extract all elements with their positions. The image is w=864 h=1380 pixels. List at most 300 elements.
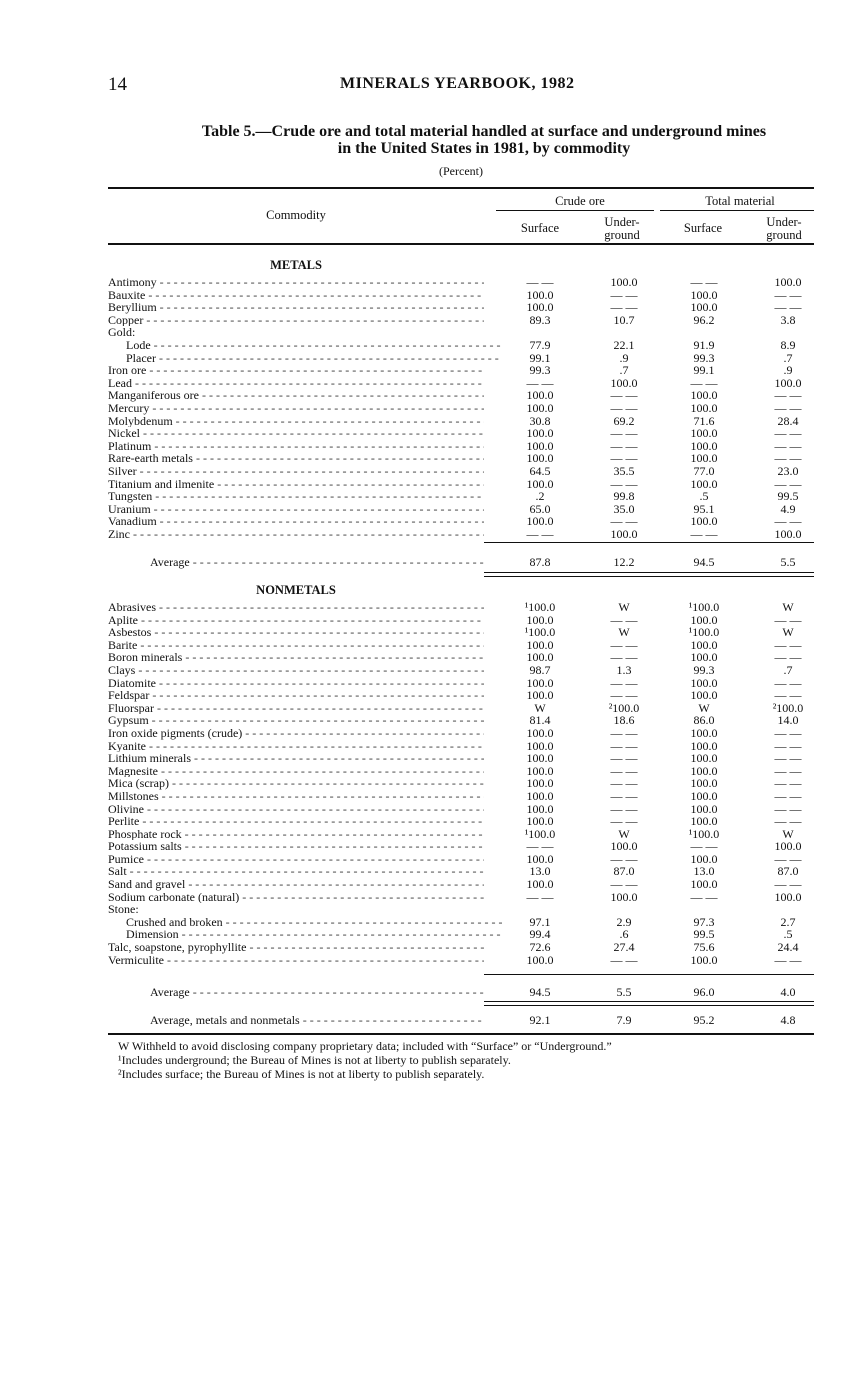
value-cell: 100.0	[690, 287, 718, 302]
row-label: Potassium salts - - -	[108, 840, 484, 853]
value-cell: 100.0	[526, 725, 554, 740]
value-cell: 100.0	[526, 287, 554, 302]
value-cell: — —	[610, 675, 638, 690]
table-row	[108, 727, 814, 740]
value-cell: — —	[610, 612, 638, 627]
value-cell: 100.0	[690, 476, 718, 491]
value-cell: 95.2	[693, 1013, 715, 1027]
value-cell: — —	[774, 514, 802, 529]
row-label: Titanium and ilmenite - - -	[108, 478, 484, 491]
value-cell: 99.8	[613, 489, 635, 504]
value-cell: 100.0	[610, 275, 638, 289]
row-label: Placer - - -	[108, 352, 502, 365]
row-label: Abrasives - - -	[108, 601, 484, 614]
table-subtitle: (Percent)	[439, 164, 483, 178]
value-cell: 100.0	[690, 801, 718, 816]
row-label: Average - - -	[150, 555, 484, 569]
value-cell: — —	[610, 952, 638, 967]
value-cell: ¹100.0	[524, 625, 556, 640]
value-cell: 64.5	[529, 463, 551, 478]
table-row	[108, 364, 814, 377]
value-cell: .7	[783, 662, 793, 677]
value-cell: 4.9	[780, 501, 796, 516]
header-total-material: Total material	[705, 194, 775, 208]
row-label: Aplite - - -	[108, 614, 484, 627]
value-cell: 81.4	[529, 713, 551, 728]
value-cell: — —	[774, 738, 802, 753]
row-label: Magnesite - - -	[108, 765, 484, 778]
value-cell: 13.0	[529, 864, 551, 879]
value-cell: — —	[610, 814, 638, 829]
row-label: Crushed and broken - - -	[108, 916, 502, 929]
value-cell: ¹100.0	[688, 826, 720, 841]
top-rule	[108, 187, 814, 189]
value-cell: 8.9	[780, 337, 796, 352]
table-row	[108, 878, 814, 891]
value-cell: 75.6	[693, 940, 715, 955]
row-label: Zinc - - -	[108, 528, 484, 541]
value-cell: 100.0	[690, 725, 718, 740]
value-cell: 1.3	[616, 662, 632, 677]
value-cell: 99.3	[693, 662, 715, 677]
header-commodity: Commodity	[266, 208, 326, 222]
value-cell: 99.1	[693, 363, 715, 378]
value-cell: — —	[774, 637, 802, 652]
value-cell: 99.4	[529, 927, 551, 942]
table-row	[108, 490, 814, 503]
value-cell: .7	[783, 350, 793, 365]
value-cell: 96.0	[693, 985, 715, 999]
table-row	[108, 601, 814, 614]
value-cell: 87.8	[529, 555, 551, 569]
table-title	[108, 123, 860, 157]
value-cell: 100.0	[526, 451, 554, 466]
metals-average-row	[108, 555, 814, 569]
row-label: Manganiferous ore - - -	[108, 389, 484, 402]
value-cell: 100.0	[690, 688, 718, 703]
row-label: Clays - - -	[108, 664, 484, 677]
row-label: Tungsten - - -	[108, 490, 484, 503]
value-cell: 14.0	[777, 713, 799, 728]
value-cell: — —	[774, 400, 802, 415]
value-cell: 100.0	[690, 788, 718, 803]
row-label: Asbestos - - -	[108, 626, 484, 639]
value-cell: .6	[619, 927, 629, 942]
row-label: Silver - - -	[108, 465, 484, 478]
header-underground-total: Under- ground	[766, 215, 802, 242]
row-label: Copper - - -	[108, 314, 484, 327]
value-cell: 35.0	[613, 501, 635, 516]
row-label: Gypsum - - -	[108, 714, 484, 727]
row-label: Dimension - - -	[108, 928, 502, 941]
row-label: Millstones - - -	[108, 790, 484, 803]
value-cell: — —	[774, 300, 802, 315]
table-row	[108, 465, 814, 478]
value-cell: — —	[774, 877, 802, 892]
value-cell: 2.9	[616, 914, 632, 929]
footnote-2: ²Includes surface; the Bureau of Mines is not at liberty to publish separately.	[118, 1067, 485, 1081]
value-cell: 100.0	[526, 637, 554, 652]
value-cell: 86.0	[693, 713, 715, 728]
metals-table-body	[108, 276, 814, 540]
value-cell: 94.5	[693, 555, 715, 569]
row-label: Iron oxide pigments (crude) - - -	[108, 727, 484, 740]
value-cell: 100.0	[774, 839, 802, 854]
row-label: Stone:	[108, 903, 139, 916]
row-label: Iron ore - - -	[108, 364, 484, 377]
table-row	[108, 840, 814, 853]
value-cell: 100.0	[690, 637, 718, 652]
table-title-line-1: Table 5.—Crude ore and total material handled at surface and underground mines	[201, 123, 767, 140]
value-cell: 100.0	[690, 300, 718, 315]
table-row	[108, 276, 814, 289]
bottom-rule	[108, 1033, 814, 1035]
value-cell: 100.0	[526, 851, 554, 866]
value-cell: 100.0	[526, 763, 554, 778]
value-cell: — —	[610, 287, 638, 302]
value-cell: — —	[610, 451, 638, 466]
value-cell: 98.7	[529, 662, 551, 677]
value-cell: 100.0	[526, 650, 554, 665]
value-cell: 100.0	[526, 751, 554, 766]
value-cell: 24.4	[777, 940, 799, 955]
value-cell: — —	[774, 426, 802, 441]
value-cell: — —	[774, 801, 802, 816]
row-label: Bauxite - - -	[108, 289, 484, 302]
value-cell: ¹100.0	[524, 600, 556, 614]
nonmetals-sum-rule	[484, 974, 814, 975]
value-cell: 100.0	[526, 612, 554, 627]
value-cell: 23.0	[777, 463, 799, 478]
value-cell: 100.0	[774, 375, 802, 390]
value-cell: — —	[774, 688, 802, 703]
value-cell: W	[618, 826, 630, 841]
table-row	[108, 402, 814, 415]
value-cell: 100.0	[526, 514, 554, 529]
value-cell: — —	[690, 375, 718, 390]
row-label: Beryllium - - -	[108, 301, 484, 314]
value-cell: W	[618, 625, 630, 640]
value-cell: — —	[774, 763, 802, 778]
value-cell: — —	[610, 426, 638, 441]
table-row	[108, 941, 814, 954]
page-number: 14	[108, 74, 127, 95]
value-cell: 92.1	[529, 1013, 551, 1027]
header-crude-ore: Crude ore	[555, 194, 605, 208]
value-cell: W	[782, 826, 794, 841]
row-label: Salt - - -	[108, 865, 484, 878]
table-row	[108, 891, 814, 904]
value-cell: — —	[610, 514, 638, 529]
nonmetals-table-body	[108, 601, 814, 966]
value-cell: 100.0	[526, 801, 554, 816]
value-cell: 100.0	[610, 375, 638, 390]
value-cell: — —	[610, 300, 638, 315]
value-cell: 100.0	[690, 751, 718, 766]
value-cell: 100.0	[690, 451, 718, 466]
value-cell: — —	[610, 438, 638, 453]
value-cell: 100.0	[526, 438, 554, 453]
value-cell: 91.9	[693, 337, 715, 352]
value-cell: — —	[526, 526, 554, 541]
value-cell: — —	[774, 851, 802, 866]
row-label: Mica (scrap) - - -	[108, 777, 484, 790]
value-cell: 100.0	[690, 438, 718, 453]
value-cell: 100.0	[690, 851, 718, 866]
value-cell: — —	[774, 476, 802, 491]
value-cell: 100.0	[690, 650, 718, 665]
row-label: Antimony - - -	[108, 276, 484, 289]
value-cell: 97.3	[693, 914, 715, 929]
value-cell: — —	[610, 725, 638, 740]
value-cell: 72.6	[529, 940, 551, 955]
row-label: Boron minerals - - -	[108, 651, 484, 664]
table-row	[108, 339, 814, 352]
value-cell: 87.0	[777, 864, 799, 879]
value-cell: 100.0	[690, 877, 718, 892]
value-cell: 100.0	[690, 738, 718, 753]
value-cell: 100.0	[690, 952, 718, 967]
row-label: Talc, soapstone, pyrophyllite - - -	[108, 941, 484, 954]
value-cell: — —	[774, 650, 802, 665]
value-cell: .9	[783, 363, 793, 378]
running-head: MINERALS YEARBOOK, 1982	[340, 75, 575, 92]
table-row	[108, 314, 814, 327]
value-cell: — —	[610, 738, 638, 753]
value-cell: — —	[774, 675, 802, 690]
value-cell: 4.8	[780, 1013, 796, 1027]
table-row	[108, 301, 814, 314]
value-cell: — —	[526, 275, 554, 289]
value-cell: — —	[774, 952, 802, 967]
total-material-rule	[660, 210, 814, 211]
row-label: Average - - -	[150, 985, 484, 999]
value-cell: 100.0	[526, 675, 554, 690]
value-cell: 99.1	[529, 350, 551, 365]
row-label: Lithium minerals - - -	[108, 752, 484, 765]
value-cell: 77.9	[529, 337, 551, 352]
value-cell: 100.0	[526, 426, 554, 441]
row-label: Sand and gravel - - -	[108, 878, 484, 891]
value-cell: .5	[699, 489, 709, 504]
value-cell: 13.0	[693, 864, 715, 879]
row-label: Vermiculite - - -	[108, 954, 484, 967]
value-cell: — —	[690, 526, 718, 541]
table-row	[108, 903, 814, 916]
header-bottom-rule	[108, 243, 814, 245]
table-title-line-2: in the United States in 1981, by commodity	[337, 140, 631, 157]
value-cell: 99.3	[529, 363, 551, 378]
value-cell: — —	[774, 776, 802, 791]
value-cell: 5.5	[616, 985, 632, 999]
value-cell: 7.9	[616, 1013, 632, 1027]
value-cell: W	[618, 600, 630, 614]
value-cell: 3.8	[780, 312, 796, 327]
value-cell: 100.0	[774, 889, 802, 904]
value-cell: — —	[526, 375, 554, 390]
value-cell: — —	[526, 839, 554, 854]
value-cell: — —	[610, 476, 638, 491]
metals-sum-rule	[484, 542, 814, 543]
footnote-w: W Withheld to avoid disclosing company proprietary data; included with “Surface” or “Underground.”	[118, 1039, 612, 1053]
value-cell: — —	[774, 451, 802, 466]
value-cell: 100.0	[690, 400, 718, 415]
value-cell: ²100.0	[772, 700, 804, 715]
crude-ore-rule	[496, 210, 654, 211]
value-cell: 10.7	[613, 312, 635, 327]
value-cell: 35.5	[613, 463, 635, 478]
value-cell: 100.0	[526, 776, 554, 791]
nonmetals-heading: NONMETALS	[256, 583, 336, 597]
value-cell: 5.5	[780, 555, 796, 569]
table-row	[108, 752, 814, 765]
row-label: Diatomite - - -	[108, 677, 484, 690]
value-cell: 100.0	[526, 814, 554, 829]
value-cell: .9	[619, 350, 629, 365]
header-surface-total: Surface	[683, 221, 723, 235]
value-cell: 100.0	[690, 814, 718, 829]
value-cell: 95.1	[693, 501, 715, 516]
table-row	[108, 515, 814, 528]
row-label: Lode - - -	[108, 339, 502, 352]
value-cell: 30.8	[529, 413, 551, 428]
value-cell: 99.3	[693, 350, 715, 365]
value-cell: — —	[774, 287, 802, 302]
value-cell: 71.6	[693, 413, 715, 428]
value-cell: — —	[610, 388, 638, 403]
row-label: Molybdenum - - -	[108, 415, 484, 428]
value-cell: — —	[610, 776, 638, 791]
value-cell: 100.0	[774, 526, 802, 541]
header-surface-crude: Surface	[520, 221, 560, 235]
value-cell: 100.0	[526, 952, 554, 967]
value-cell: ¹100.0	[524, 826, 556, 841]
value-cell: — —	[610, 877, 638, 892]
table-row	[108, 528, 814, 541]
value-cell: ²100.0	[608, 700, 640, 715]
value-cell: — —	[774, 814, 802, 829]
value-cell: 97.1	[529, 914, 551, 929]
value-cell: 77.0	[693, 463, 715, 478]
value-cell: — —	[690, 275, 718, 289]
metals-heading: METALS	[270, 258, 322, 272]
value-cell: W	[534, 700, 546, 715]
value-cell: 27.4	[613, 940, 635, 955]
metals-double-rule-2	[484, 576, 814, 577]
table-row	[108, 790, 814, 803]
nonmetals-double-rule-1	[484, 1001, 814, 1002]
value-cell: .2	[535, 489, 545, 504]
value-cell: 100.0	[690, 514, 718, 529]
value-cell: 100.0	[526, 688, 554, 703]
table-row	[108, 626, 814, 639]
value-cell: 89.3	[529, 312, 551, 327]
value-cell: — —	[610, 763, 638, 778]
row-label: Kyanite - - -	[108, 740, 484, 753]
value-cell: 100.0	[526, 877, 554, 892]
row-label: Feldspar - - -	[108, 689, 484, 702]
value-cell: 12.2	[613, 555, 635, 569]
value-cell: — —	[526, 889, 554, 904]
value-cell: — —	[610, 400, 638, 415]
value-cell: 100.0	[526, 300, 554, 315]
value-cell: — —	[610, 637, 638, 652]
row-label: Phosphate rock - - -	[108, 828, 484, 841]
table-row	[108, 427, 814, 440]
value-cell: 100.0	[690, 612, 718, 627]
row-label: Fluorspar - - -	[108, 702, 484, 715]
value-cell: W	[698, 700, 710, 715]
value-cell: 99.5	[693, 927, 715, 942]
value-cell: — —	[774, 388, 802, 403]
table-row	[108, 815, 814, 828]
value-cell: — —	[774, 751, 802, 766]
value-cell: 100.0	[690, 776, 718, 791]
value-cell: — —	[610, 751, 638, 766]
row-label: Olivine - - -	[108, 803, 484, 816]
value-cell: 100.0	[526, 738, 554, 753]
row-label: Barite - - -	[108, 639, 484, 652]
value-cell: 28.4	[777, 413, 799, 428]
value-cell: — —	[774, 788, 802, 803]
nonmetals-double-rule-2	[484, 1005, 814, 1006]
table-row	[108, 689, 814, 702]
value-cell: ¹100.0	[688, 625, 720, 640]
row-label: Uranium - - -	[108, 503, 484, 516]
nonmetals-average-row	[108, 985, 814, 999]
value-cell: — —	[774, 438, 802, 453]
value-cell: — —	[610, 801, 638, 816]
value-cell: — —	[610, 788, 638, 803]
overall-average-row	[108, 1013, 814, 1027]
value-cell: .7	[619, 363, 629, 378]
row-label: Perlite - - -	[108, 815, 484, 828]
row-label: Sodium carbonate (natural) - - -	[108, 891, 484, 904]
value-cell: 99.5	[777, 489, 799, 504]
value-cell: 100.0	[610, 889, 638, 904]
value-cell: 100.0	[774, 275, 802, 289]
value-cell: — —	[774, 612, 802, 627]
value-cell: — —	[690, 889, 718, 904]
value-cell: 2.7	[780, 914, 796, 929]
row-label: Average, metals and nonmetals - - -	[150, 1013, 484, 1027]
value-cell: 22.1	[613, 337, 635, 352]
value-cell: 4.0	[780, 985, 796, 999]
value-cell: 100.0	[610, 526, 638, 541]
value-cell: — —	[610, 688, 638, 703]
row-label: Platinum - - -	[108, 440, 484, 453]
value-cell: — —	[610, 851, 638, 866]
value-cell: 96.2	[693, 312, 715, 327]
row-label: Mercury - - -	[108, 402, 484, 415]
row-label: Lead - - -	[108, 377, 484, 390]
value-cell: 100.0	[526, 788, 554, 803]
value-cell: W	[782, 625, 794, 640]
value-cell: 100.0	[690, 426, 718, 441]
row-label: Gold:	[108, 326, 136, 339]
value-cell: 65.0	[529, 501, 551, 516]
value-cell: 100.0	[526, 388, 554, 403]
value-cell: 87.0	[613, 864, 635, 879]
value-cell: 69.2	[613, 413, 635, 428]
value-cell: 100.0	[526, 400, 554, 415]
value-cell: 100.0	[526, 476, 554, 491]
row-label: Vanadium - - -	[108, 515, 484, 528]
table-row	[108, 664, 814, 677]
value-cell: — —	[690, 839, 718, 854]
value-cell: 100.0	[690, 675, 718, 690]
value-cell: 94.5	[529, 985, 551, 999]
